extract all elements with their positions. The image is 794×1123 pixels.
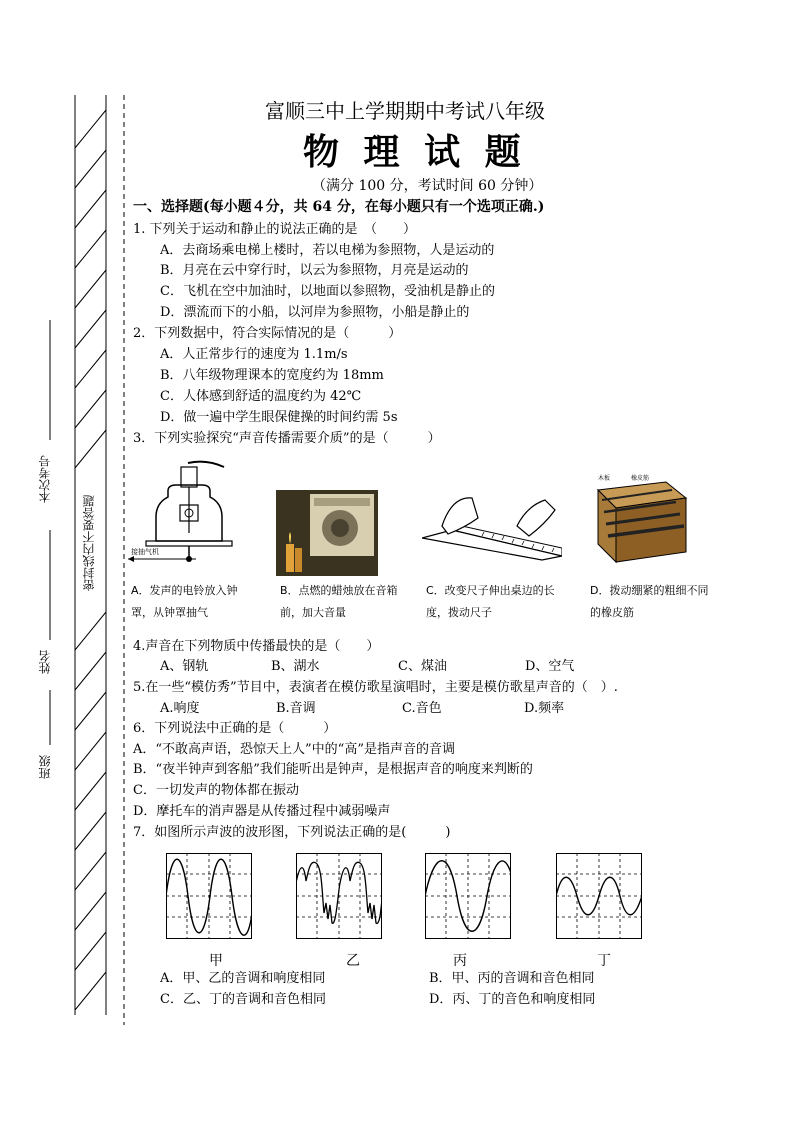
waveform-bing xyxy=(425,853,511,939)
q2-option-c: C．人体感到舒适的温度约为 42℃ xyxy=(160,389,362,404)
q3-caption-c: C．改变尺子伸出桌边的长度，拨动尺子 xyxy=(426,584,555,619)
q3-caption-d: D．拨动绷紧的粗细不同的橡皮筋 xyxy=(590,584,709,619)
section-heading: 一、选择题(每小题４分，共 64 分，在每小题只有一个选项正确.) xyxy=(133,199,545,215)
q3-caption-a: A．发声的电铃放入钟罩，从钟罩抽气 xyxy=(131,584,238,619)
q6-stem: 6．下列说法中正确的是（ ） xyxy=(133,721,337,736)
wave-label-bing: 丙 xyxy=(453,953,467,969)
q4-option-d: D、空气 xyxy=(525,659,575,674)
q1-stem: 1. 下列关于运动和静止的说法正确的是 （ ） xyxy=(133,222,417,237)
q5-option-a: A.响度 xyxy=(160,701,200,716)
waveform-yi xyxy=(296,853,382,939)
q6-option-d: D．摩托车的消声器是从传播过程中减弱噪声 xyxy=(133,804,391,819)
q4-option-c: C、煤油 xyxy=(398,659,447,674)
exam-number-label: 本次考号 xyxy=(38,455,52,503)
waveform-ding xyxy=(556,853,642,939)
q1-option-c: C．飞机在空中加油时，以地面以参照物，受油机是静止的 xyxy=(160,284,495,299)
q5-option-c: C.音色 xyxy=(402,701,442,716)
waveform-jia xyxy=(166,853,252,939)
name-label: 姓名 xyxy=(38,650,52,674)
q2-option-a: A．人正常步行的速度为 1.1m/s xyxy=(160,347,348,362)
board-label: 木板 xyxy=(598,475,611,482)
pump-label: 接抽气机 xyxy=(131,548,159,556)
q6-option-b: B．“夜半钟声到客船”我们能听出是钟声，是根据声音的响度来判断的 xyxy=(133,762,533,777)
q1-option-b: B．月亮在云中穿行时，以云为参照物，月亮是运动的 xyxy=(160,263,469,278)
q4-option-a: A、钢轨 xyxy=(160,659,209,674)
q2-stem: 2．下列数据中，符合实际情况的是（ ） xyxy=(133,326,402,341)
q5-stem: 5.在一些“模仿秀”节目中，表演者在模仿歌星演唱时，主要是模仿歌星声音的（ ）. xyxy=(133,680,618,695)
exam-subtitle: （满分 100 分，考试时间 60 分钟） xyxy=(312,178,543,194)
q1-option-d: D．漂流而下的小船，以河岸为参照物，小船是静止的 xyxy=(160,305,470,320)
class-label: 班级 xyxy=(38,755,52,779)
wave-label-ding: 丁 xyxy=(597,953,611,969)
q7-option-a: A．甲、乙的音调和响度相同 xyxy=(160,971,326,986)
q7-option-b: B．甲、丙的音调和音色相同 xyxy=(429,971,595,986)
q7-option-c: C．乙、丁的音调和音色相同 xyxy=(160,992,326,1007)
band-label: 橡皮筋 xyxy=(631,475,650,482)
q3-stem: 3．下列实验探究“声音传播需要介质”的是（ ） xyxy=(133,431,441,446)
q4-stem: 4.声音在下列物质中传播最快的是（ ） xyxy=(133,639,380,654)
q7-option-d: D．丙、丁的音色和响度相同 xyxy=(429,992,596,1007)
seal-note: 密封线内不要答题 xyxy=(82,495,96,591)
ruler-image xyxy=(422,486,562,564)
rubber-band-box-image xyxy=(590,470,690,566)
speaker-candle-image xyxy=(276,490,378,576)
subject-title: 物 理 试 题 xyxy=(303,131,527,173)
q2-option-d: D．做一遍中学生眼保健操的时间约需 5s xyxy=(160,410,398,425)
school-title: 富顺三中上学期期中考试八年级 xyxy=(265,99,545,123)
q2-option-b: B．八年级物理课本的宽度约为 18mm xyxy=(160,368,384,383)
wave-label-yi: 乙 xyxy=(346,953,360,969)
q5-option-b: B.音调 xyxy=(276,701,316,716)
q6-option-a: A．“不敢高声语，恐惊天上人”中的“高”是指声音的音调 xyxy=(133,742,455,757)
binding-line-art xyxy=(0,0,140,1123)
q1-option-a: A．去商场乘电梯上楼时，若以电梯为参照物，人是运动的 xyxy=(160,243,495,258)
q3-caption-b: B．点燃的蜡烛放在音箱前，加大音量 xyxy=(280,584,398,619)
q7-stem: 7．如图所示声波的波形图，下列说法正确的是( ) xyxy=(133,825,451,840)
wave-label-jia: 甲 xyxy=(209,953,223,969)
q4-option-b: B、湖水 xyxy=(271,659,320,674)
q5-option-d: D.频率 xyxy=(524,701,565,716)
q6-option-c: C．一切发声的物体都在振动 xyxy=(133,783,299,798)
